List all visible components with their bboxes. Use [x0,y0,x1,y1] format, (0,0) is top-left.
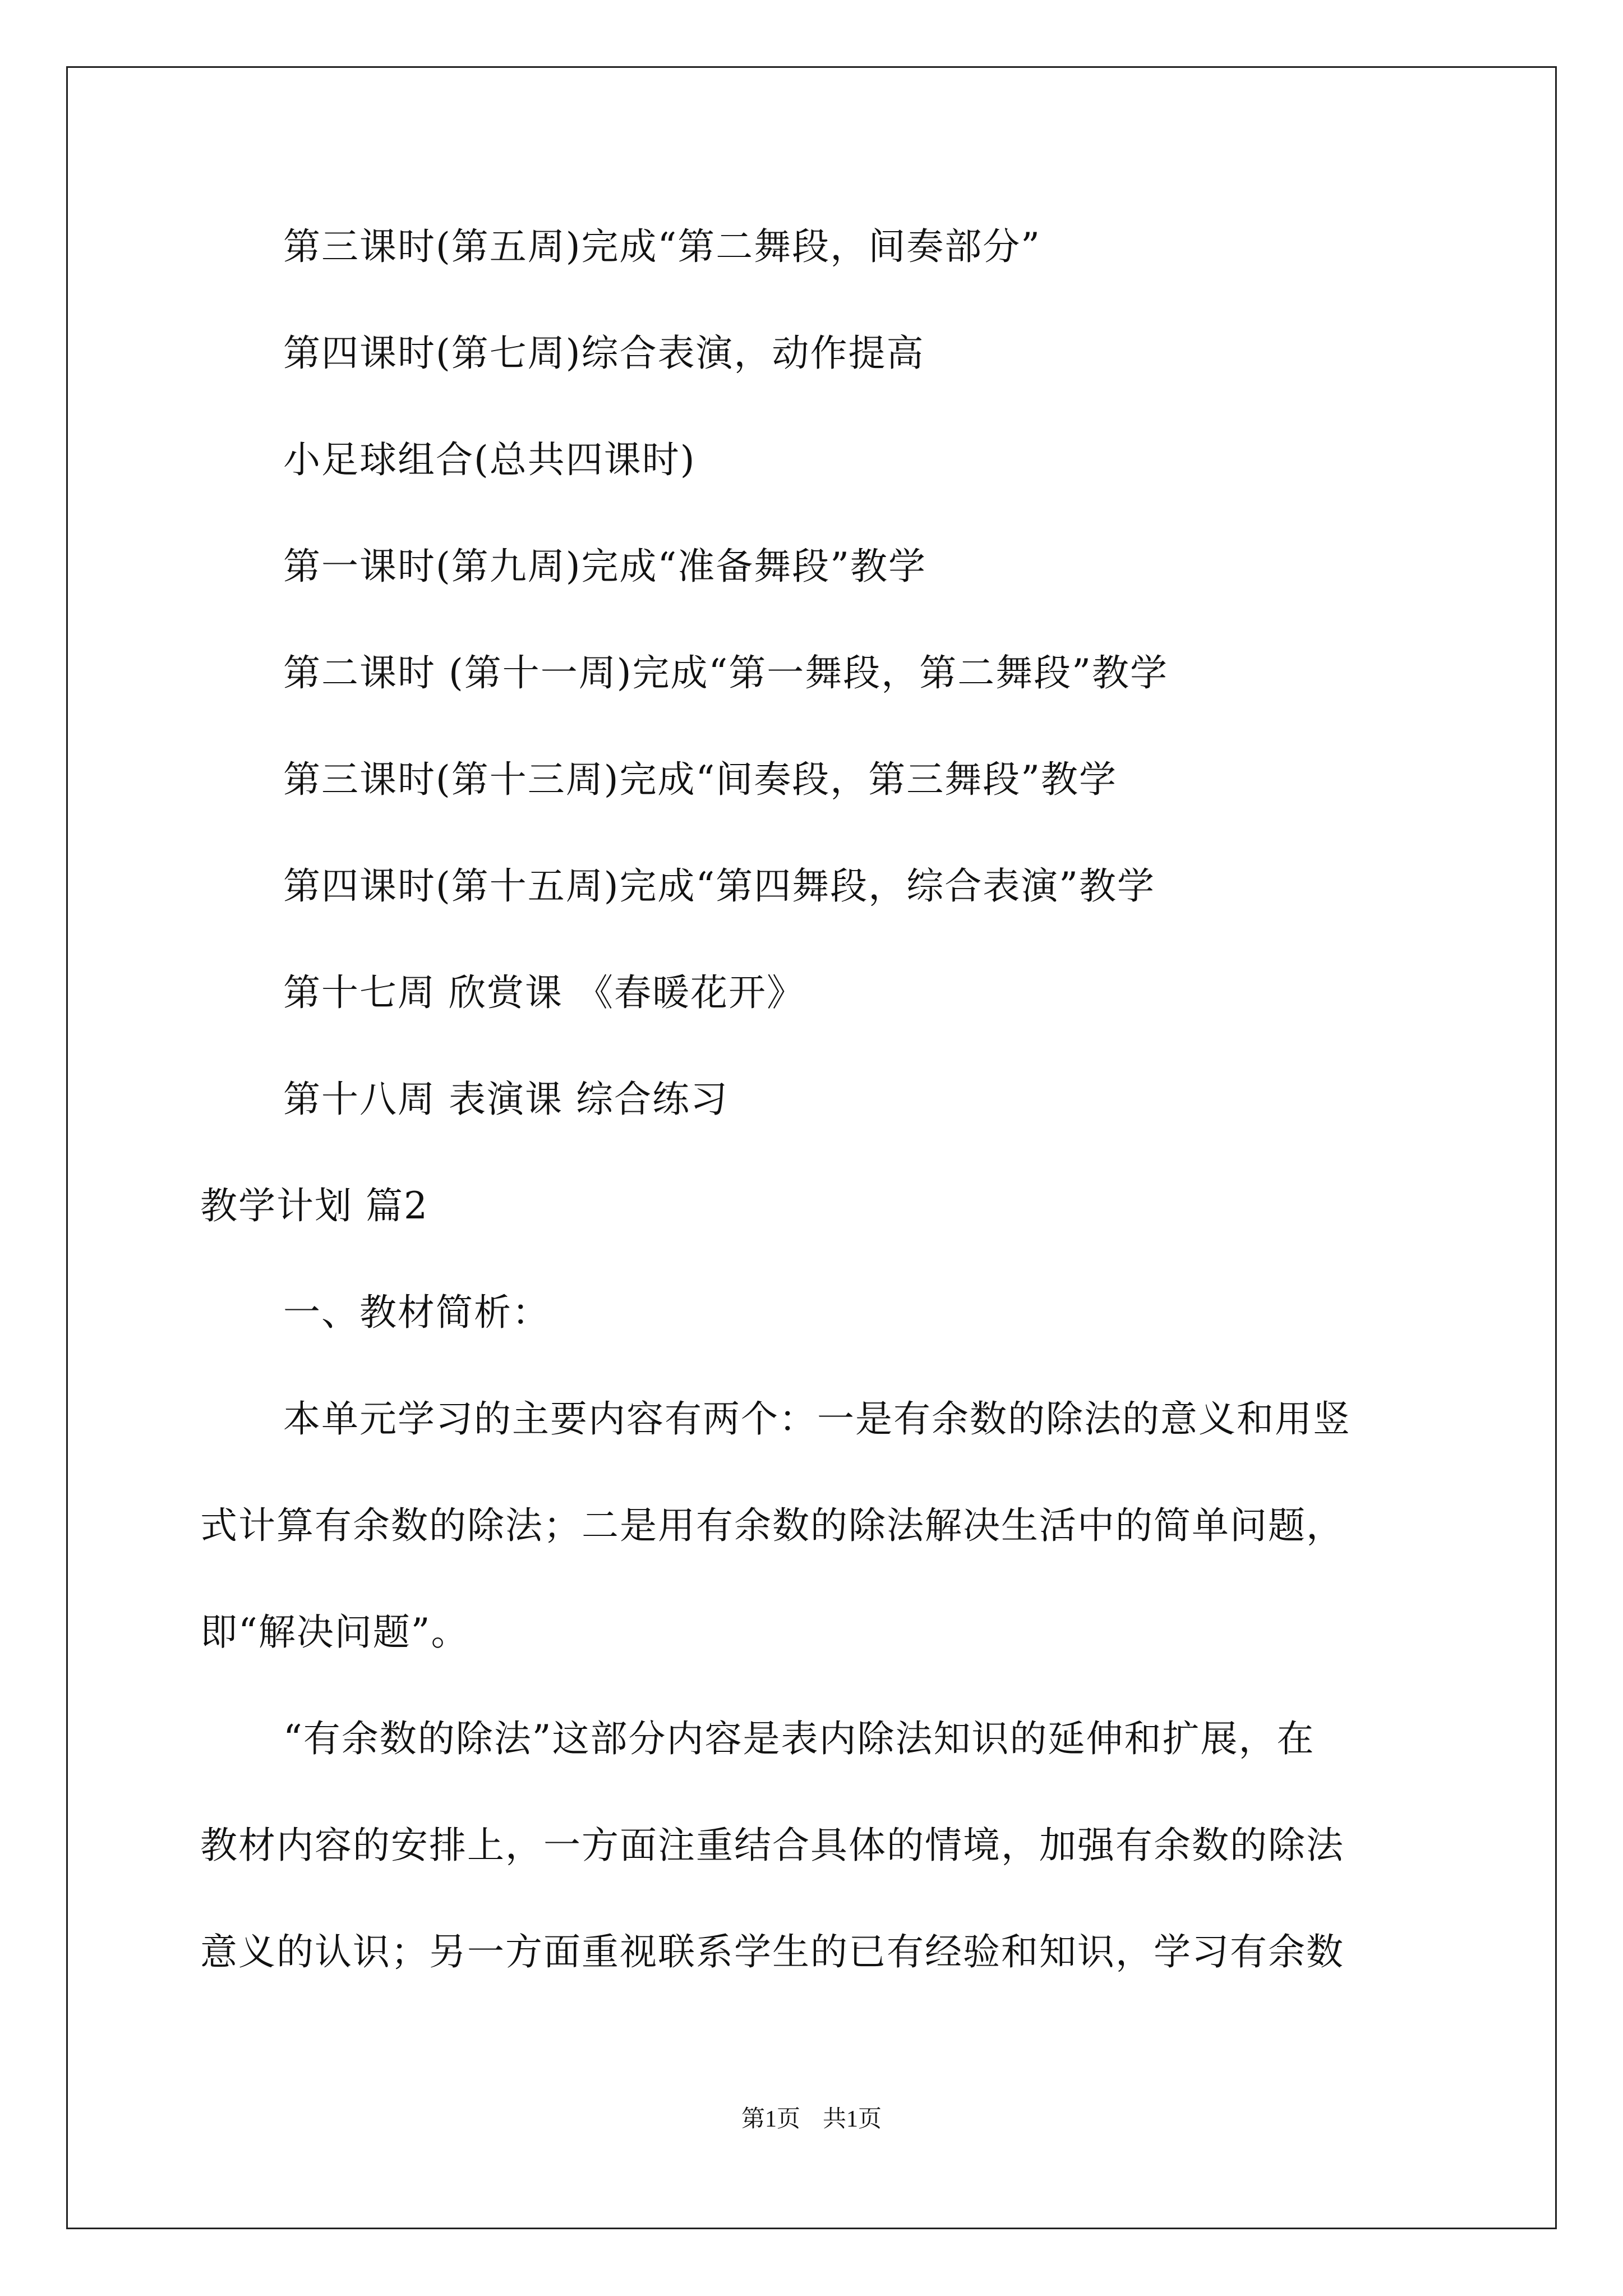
page-total: 共1页 [823,2106,882,2132]
subheading: 一、教材简析： [283,1291,550,1334]
schedule-line: 第十八周 表演课 综合练习 [283,1078,728,1121]
schedule-line: 第四课时(第十五周)完成“第四舞段，综合表演”教学 [283,864,1155,908]
page-footer [0,2104,1623,2135]
schedule-line: 第三课时(第十三周)完成“间奏段，第三舞段”教学 [283,758,1117,801]
schedule-line: 第四课时(第七周)综合表演，动作提高 [283,332,925,375]
schedule-line: 第三课时(第五周)完成“第二舞段，间奏部分” [283,225,1041,268]
paragraph-line: 式计算有余数的除法；二是用有余数的除法解决生活中的简单问题， [200,1504,1344,1547]
paragraph-line: 即“解决问题”。 [200,1611,469,1654]
paragraph-line: 本单元学习的主要内容有两个：一是有余数的除法的意义和用竖 [283,1397,1351,1441]
page-number: 第1页 [741,2106,800,2132]
paragraph-line: 意义的认识；另一方面重视联系学生的已有经验和知识，学习有余数 [200,1930,1344,1973]
schedule-line: 第一课时(第九周)完成“准备舞段”教学 [283,545,926,588]
paragraph-line: “有余数的除法”这部分内容是表内除法知识的延伸和扩展，在 [283,1717,1315,1760]
schedule-heading: 小足球组合(总共四课时) [283,438,696,481]
schedule-line: 第十七周 欣赏课 《春暖花开》 [283,971,805,1014]
paragraph-line: 教材内容的安排上，一方面注重结合具体的情境，加强有余数的除法 [200,1824,1344,1867]
section-title: 教学计划 篇2 [200,1184,428,1227]
page-border [66,66,1557,2229]
schedule-line: 第二课时 (第十一周)完成“第一舞段，第二舞段”教学 [283,651,1168,694]
